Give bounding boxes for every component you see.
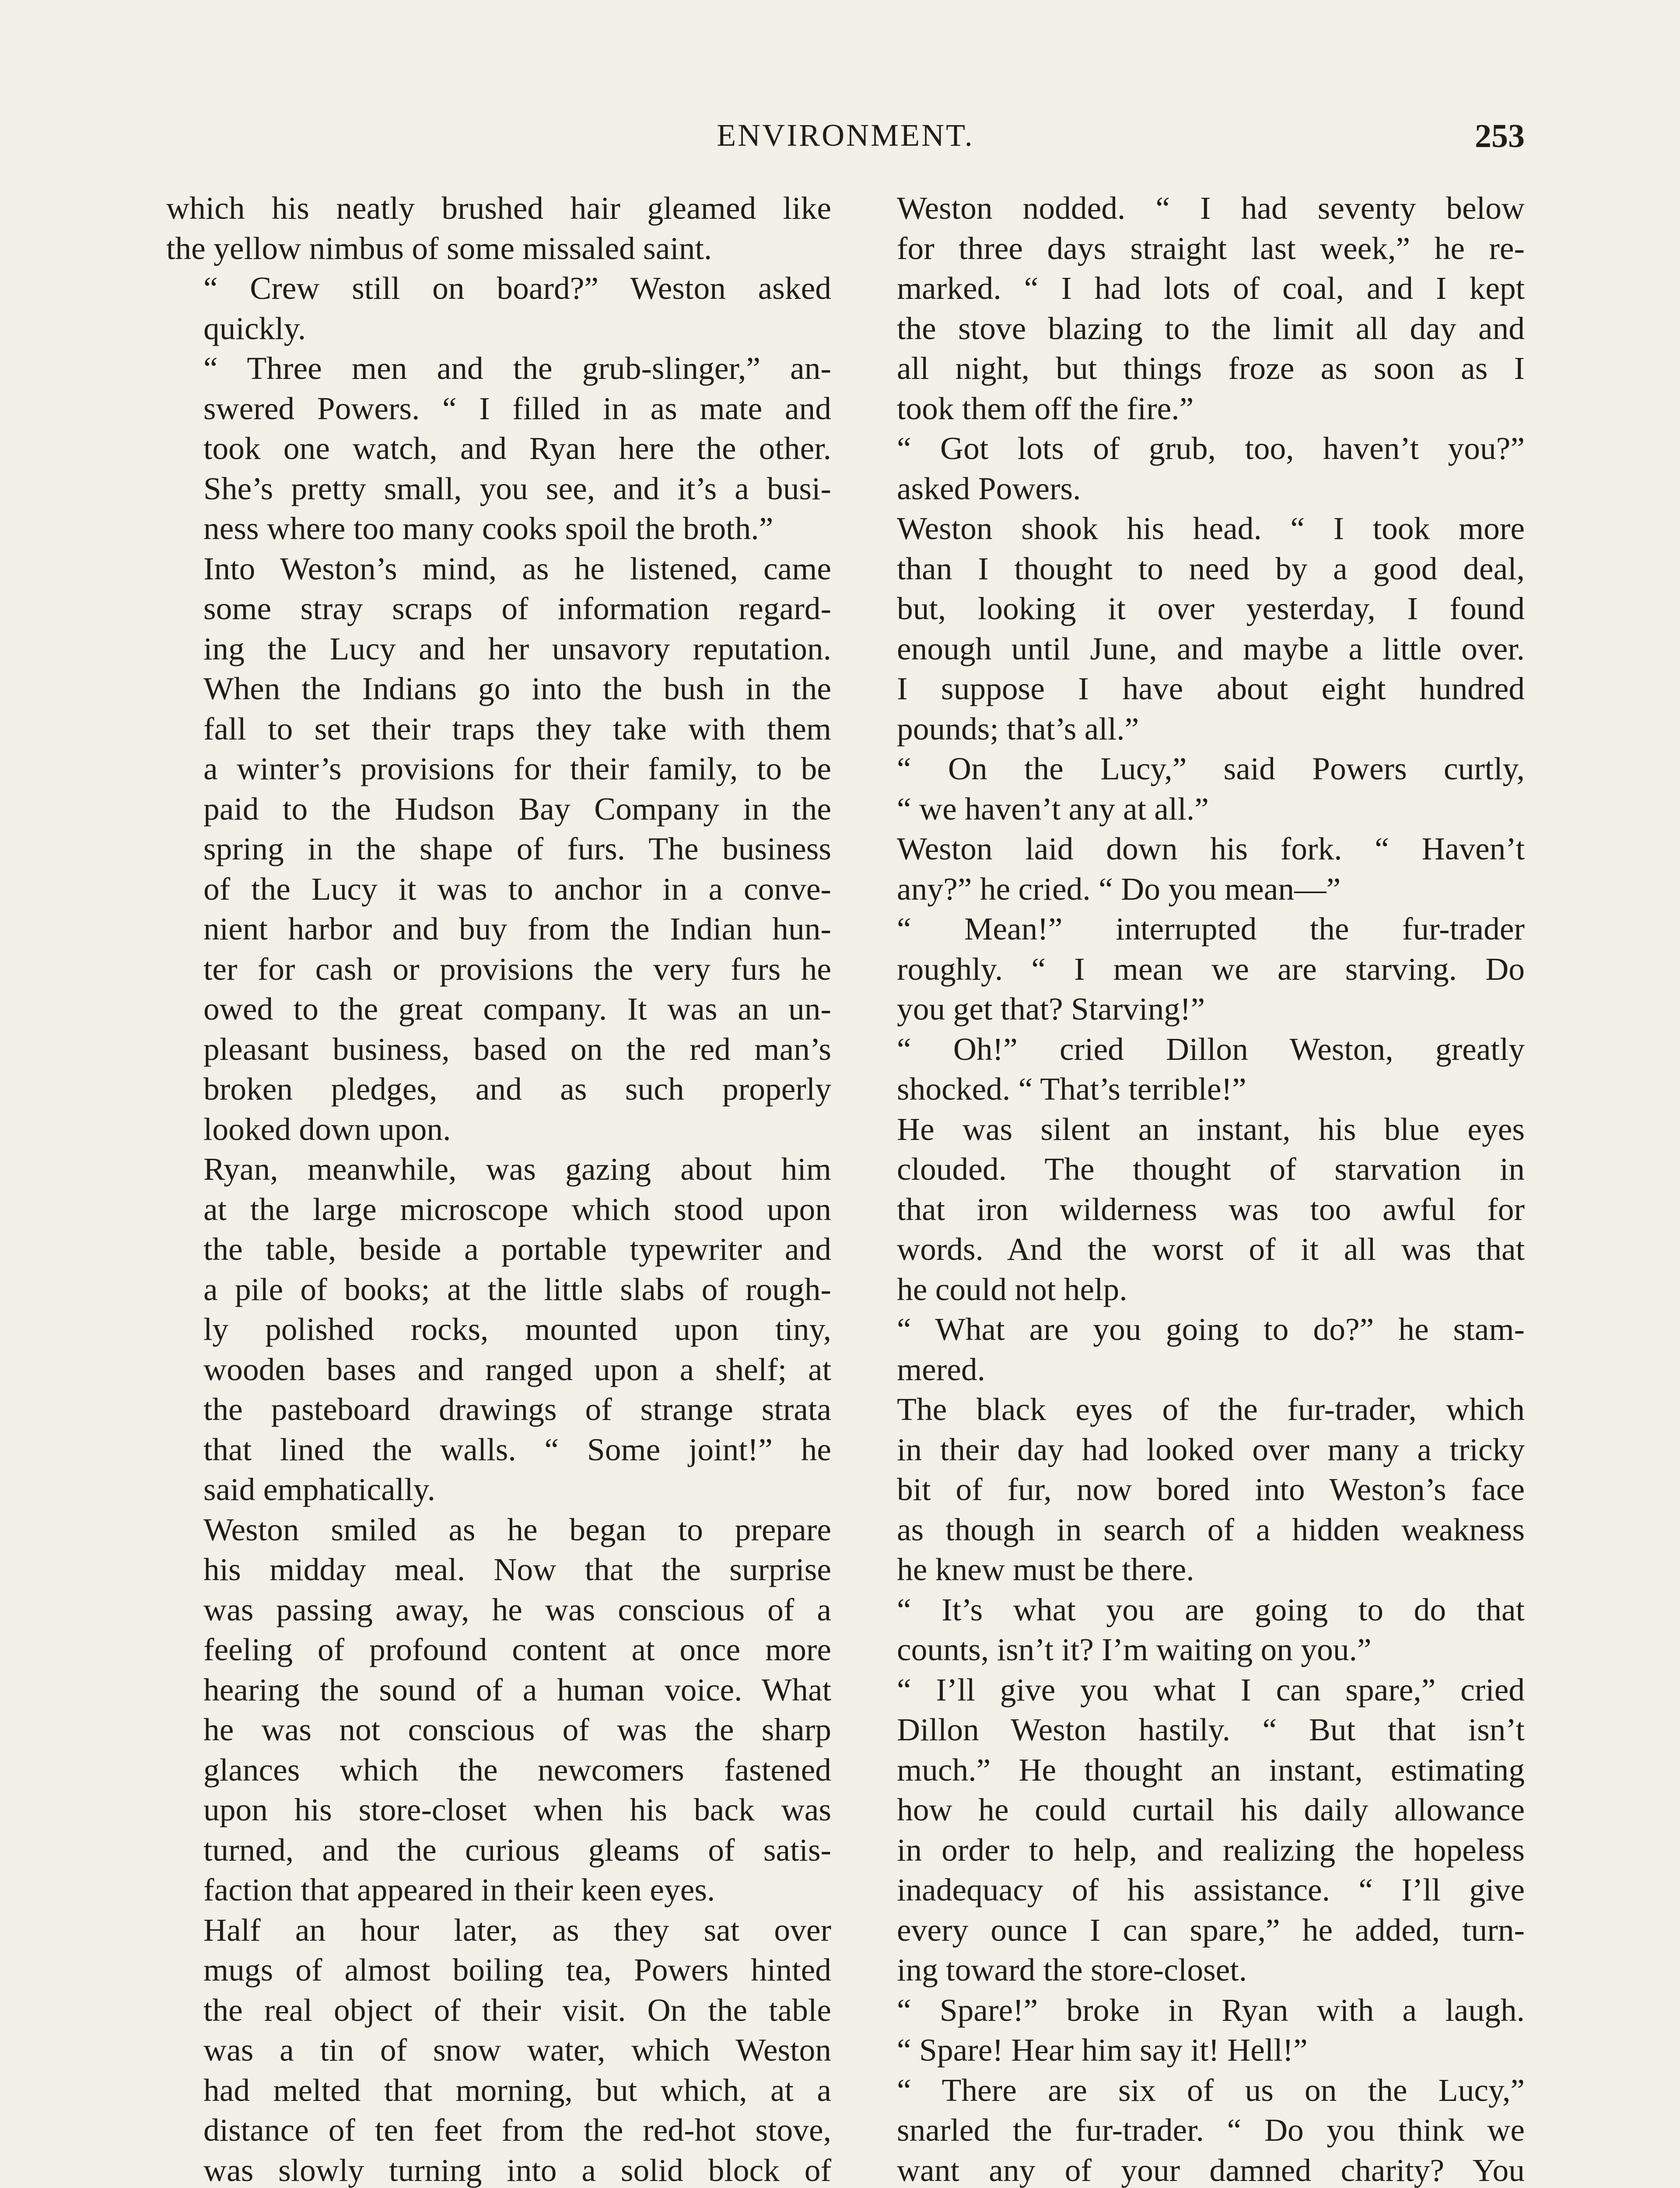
- paragraph: [860, 1670, 1525, 1990]
- text-line: of the Lucy it was to anchor in a conve-: [203, 871, 831, 907]
- paragraph: [166, 188, 831, 268]
- text-line: She’s pretty small, you see, and it’s a busi-: [203, 470, 831, 506]
- text-line: ly polished rocks, mounted upon tiny,: [203, 1311, 831, 1347]
- text-line: nient harbor and buy from the Indian hun-: [203, 911, 831, 947]
- text-line: as though in search of a hidden weakness: [897, 1511, 1525, 1547]
- text-line: Half an hour later, as they sat over: [203, 1912, 831, 1948]
- text-line: how he could curtail his daily allowance: [897, 1792, 1525, 1827]
- text-line: inadequacy of his assistance. “ I’ll give: [897, 1872, 1525, 1907]
- paragraph: [860, 749, 1525, 829]
- text-line: in their day had looked over many a tricky: [897, 1431, 1525, 1467]
- text-line: ing toward the store-closet.: [897, 1952, 1247, 1988]
- text-line: asked Powers.: [897, 470, 1081, 506]
- text-line: feeling of profound content at once more: [203, 1632, 831, 1667]
- text-line: the pasteboard drawings of strange strata: [203, 1392, 831, 1427]
- paragraph: [166, 1149, 831, 1510]
- text-line: but, looking it over yesterday, I found: [897, 591, 1525, 626]
- text-line: was a tin of snow water, which Weston: [203, 2032, 831, 2068]
- running-head: [166, 117, 1525, 161]
- text-line: “ Three men and the grub-slinger,” an-: [203, 351, 831, 386]
- paragraph: [166, 268, 831, 348]
- text-line: “ I’ll give you what I can spare,” cried: [897, 1672, 1525, 1708]
- text-line: all night, but things froze as soon as I: [897, 351, 1525, 386]
- text-line: “ On the Lucy,” said Powers curtly,: [897, 751, 1525, 786]
- text-line: the stove blazing to the limit all day and: [897, 310, 1525, 346]
- paragraph: [860, 2070, 1525, 2188]
- text-line: shocked. “ That’s terrible!”: [897, 1071, 1246, 1107]
- text-line: a winter’s provisions for their family, to be: [203, 751, 831, 786]
- text-line: He was silent an instant, his blue eyes: [897, 1111, 1525, 1147]
- paragraph: [860, 1990, 1525, 2070]
- text-line: Weston laid down his fork. “ Haven’t: [897, 831, 1525, 866]
- text-line: Weston shook his head. “ I took more: [897, 511, 1525, 546]
- text-line: “ It’s what you are going to do that: [897, 1592, 1525, 1627]
- text-line: I suppose I have about eight hundred: [897, 671, 1525, 706]
- text-line: Into Weston’s mind, as he listened, came: [203, 551, 831, 586]
- text-column-left: [166, 188, 831, 2188]
- text-line: much.” He thought an instant, estimating: [897, 1752, 1525, 1788]
- page-number: 253: [1475, 118, 1525, 154]
- text-line: the real object of their visit. On the table: [203, 1992, 831, 2028]
- paragraph: [860, 1389, 1525, 1590]
- text-line: had melted that morning, but which, at a: [203, 2072, 831, 2108]
- text-line: hearing the sound of a human voice. What: [203, 1672, 831, 1708]
- paragraph: [860, 508, 1525, 749]
- paragraph: [166, 549, 831, 1150]
- text-line: than I thought to need by a good deal,: [897, 551, 1525, 586]
- text-line: he was not conscious of was the sharp: [203, 1712, 831, 1747]
- paragraph: [860, 1109, 1525, 1310]
- text-line: was slowly turning into a solid block of: [203, 2152, 831, 2188]
- text-line: roughly. “ I mean we are starving. Do: [897, 951, 1525, 987]
- text-line: said emphatically.: [203, 1472, 435, 1507]
- text-line: “ Spare!” broke in Ryan with a laugh.: [897, 1992, 1525, 2028]
- paragraph: [860, 1029, 1525, 1109]
- text-line: Ryan, meanwhile, was gazing about him: [203, 1151, 831, 1187]
- text-line: in order to help, and realizing the hopeless: [897, 1832, 1525, 1868]
- text-line: pleasant business, based on the red man’s: [203, 1031, 831, 1067]
- text-line: mugs of almost boiling tea, Powers hinted: [203, 1952, 831, 1988]
- paragraph: [860, 829, 1525, 909]
- text-line: swered Powers. “ I filled in as mate and: [203, 390, 831, 426]
- text-line: broken pledges, and as such properly: [203, 1071, 831, 1107]
- text-line: at the large microscope which stood upon: [203, 1191, 831, 1227]
- text-line: turned, and the curious gleams of satis-: [203, 1832, 831, 1868]
- text-line: Dillon Weston hastily. “ But that isn’t: [897, 1712, 1525, 1747]
- text-line: ing the Lucy and her unsavory reputation.: [203, 631, 831, 666]
- text-line: owed to the great company. It was an un-: [203, 991, 831, 1027]
- text-line: his midday meal. Now that the surprise: [203, 1552, 831, 1587]
- text-line: was passing away, he was conscious of a: [203, 1592, 831, 1627]
- text-line: glances which the newcomers fastened: [203, 1752, 831, 1788]
- text-line: ter for cash or provisions the very furs he: [203, 951, 831, 987]
- text-line: clouded. The thought of starvation in: [897, 1151, 1525, 1187]
- paragraph: [166, 1910, 831, 2188]
- paragraph: [166, 348, 831, 549]
- paragraph: [860, 428, 1525, 508]
- text-line: some stray scraps of information regard-: [203, 591, 831, 626]
- text-line: ness where too many cooks spoil the broth.”: [203, 511, 774, 546]
- text-line: upon his store-closet when his back was: [203, 1792, 831, 1827]
- text-line: “ we haven’t any at all.”: [897, 791, 1209, 827]
- text-line: Weston nodded. “ I had seventy below: [897, 190, 1525, 226]
- text-line: that lined the walls. “ Some joint!” he: [203, 1431, 831, 1467]
- text-line: for three days straight last week,” he re-: [897, 230, 1525, 266]
- text-line: paid to the Hudson Bay Company in the: [203, 791, 831, 827]
- text-line: you get that? Starving!”: [897, 991, 1205, 1027]
- text-line: he knew must be there.: [897, 1552, 1194, 1587]
- text-line: a pile of books; at the little slabs of rough-: [203, 1271, 831, 1307]
- text-line: “ Spare! Hear him say it! Hell!”: [897, 2032, 1308, 2068]
- text-line: words. And the worst of it all was that: [897, 1231, 1525, 1267]
- text-line: took one watch, and Ryan here the other.: [203, 431, 831, 466]
- text-line: which his neatly brushed hair gleamed like: [166, 190, 831, 226]
- text-line: distance of ten feet from the red-hot stove,: [203, 2112, 831, 2148]
- text-line: “ There are six of us on the Lucy,”: [897, 2072, 1525, 2108]
- running-title: ENVIRONMENT.: [717, 118, 974, 153]
- text-line: “ What are you going to do?” he stam-: [897, 1311, 1525, 1347]
- text-line: wooden bases and ranged upon a shelf; at: [203, 1351, 831, 1387]
- text-column-right: [860, 188, 1525, 2188]
- text-line: Weston smiled as he began to prepare: [203, 1511, 831, 1547]
- paragraph: [166, 1510, 831, 1910]
- text-line: pounds; that’s all.”: [897, 711, 1139, 747]
- text-line: bit of fur, now bored into Weston’s face: [897, 1472, 1525, 1507]
- text-line: marked. “ I had lots of coal, and I kept: [897, 270, 1525, 306]
- text-line: “ Got lots of grub, too, haven’t you?”: [897, 431, 1525, 466]
- text-line: he could not help.: [897, 1271, 1127, 1307]
- text-line: When the Indians go into the bush in the: [203, 671, 831, 706]
- text-line: “ Crew still on board?” Weston asked: [203, 270, 831, 306]
- paragraph: [860, 909, 1525, 1029]
- paragraph: [860, 188, 1525, 428]
- text-line: the yellow nimbus of some missaled saint.: [166, 230, 712, 266]
- text-line: “ Oh!” cried Dillon Weston, greatly: [897, 1031, 1525, 1067]
- text-line: fall to set their traps they take with them: [203, 711, 831, 747]
- paragraph: [860, 1309, 1525, 1389]
- paragraph: [860, 1590, 1525, 1670]
- text-line: the table, beside a portable typewriter and: [203, 1231, 831, 1267]
- text-line: spring in the shape of furs. The business: [203, 831, 831, 866]
- text-line: every ounce I can spare,” he added, turn-: [897, 1912, 1525, 1948]
- text-line: The black eyes of the fur-trader, which: [897, 1392, 1525, 1427]
- text-line: took them off the fire.”: [897, 390, 1194, 426]
- text-line: any?” he cried. “ Do you mean—”: [897, 871, 1341, 907]
- text-line: faction that appeared in their keen eyes.: [203, 1872, 715, 1907]
- text-line: mered.: [897, 1351, 986, 1387]
- text-line: quickly.: [203, 310, 306, 346]
- text-line: counts, isn’t it? I’m waiting on you.”: [897, 1632, 1372, 1667]
- text-line: that iron wilderness was too awful for: [897, 1191, 1525, 1227]
- text-line: “ Mean!” interrupted the fur-trader: [897, 911, 1525, 947]
- text-line: snarled the fur-trader. “ Do you think we: [897, 2112, 1525, 2148]
- text-line: enough until June, and maybe a little over.: [897, 631, 1525, 666]
- text-line: looked down upon.: [203, 1111, 451, 1147]
- text-line: want any of your damned charity? You: [897, 2152, 1525, 2188]
